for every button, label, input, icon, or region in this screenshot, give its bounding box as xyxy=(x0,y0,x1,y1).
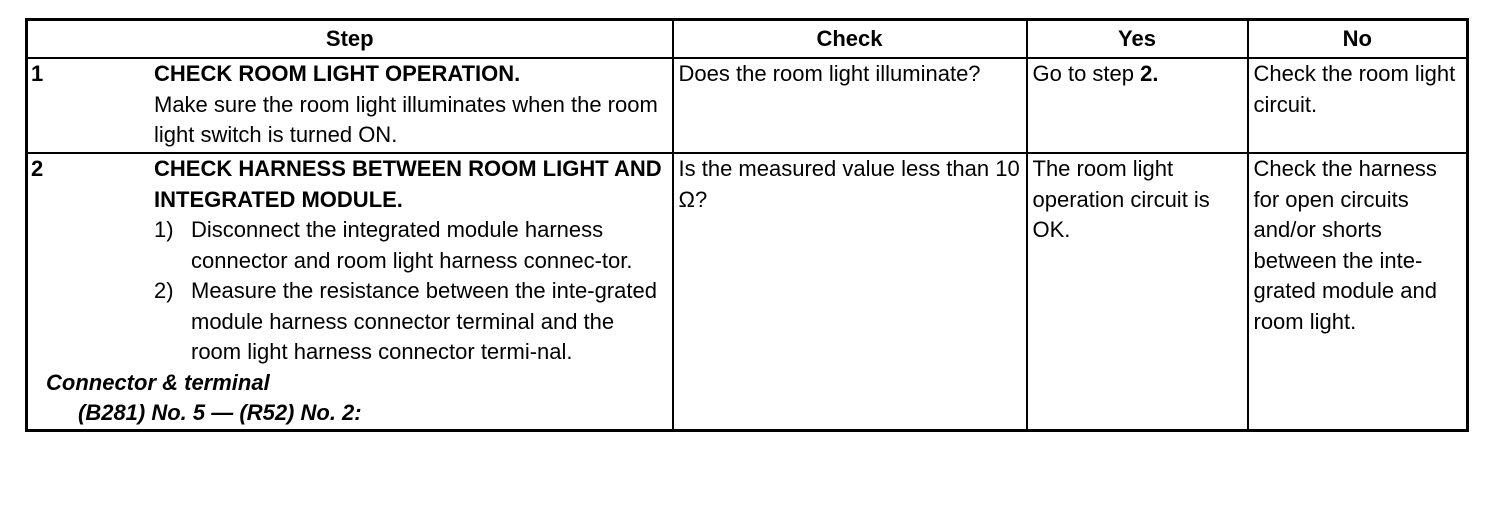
header-check: Check xyxy=(673,20,1027,59)
substep-index: 1) xyxy=(154,217,174,242)
substep-index: 2) xyxy=(154,278,174,303)
table-row-step-2 xyxy=(27,153,1468,430)
step-title: CHECK HARNESS BETWEEN ROOM LIGHT AND INTEGRATED MODULE. xyxy=(154,156,662,212)
substep-1 xyxy=(154,215,668,276)
no-cell: Check the room light circuit. xyxy=(1248,58,1468,153)
step-number: 1 xyxy=(31,61,44,86)
substep-2 xyxy=(154,276,668,368)
step-title: CHECK ROOM LIGHT OPERATION. xyxy=(154,61,521,86)
no-cell: Check the harness for open circuits and/or shorts between the inte-grated module and room light. xyxy=(1248,153,1468,430)
substep-text: Disconnect the integrated module harness connector and room light harness connec-tor. xyxy=(191,217,633,273)
diagnosis-table xyxy=(25,18,1469,432)
check-cell: Is the measured value less than 10 Ω? xyxy=(673,153,1027,430)
header-row xyxy=(27,20,1468,59)
header-no: No xyxy=(1248,20,1468,59)
connector-label: Connector & terminal xyxy=(46,369,270,395)
table-row-step-1 xyxy=(27,58,1468,153)
header-yes: Yes xyxy=(1027,20,1248,59)
step-cell xyxy=(27,58,673,153)
yes-step-ref: 2. xyxy=(1140,61,1159,86)
step-description: Make sure the room light illuminates when the room light switch is turned ON. xyxy=(154,91,658,147)
connector-value: (B281) No. 5 — (R52) No. 2: xyxy=(78,400,362,425)
header-step: Step xyxy=(27,20,673,59)
check-cell: Does the room light illuminate? xyxy=(673,58,1027,153)
yes-cell xyxy=(1027,58,1248,153)
substep-text: Measure the resistance between the inte-grated module harness connector terminal and the room light harness connector termi-nal. xyxy=(191,278,657,364)
step-number: 2 xyxy=(31,156,44,181)
yes-text: Go to step xyxy=(1032,61,1141,86)
yes-cell: The room light operation circuit is OK. xyxy=(1027,153,1248,430)
step-cell xyxy=(27,153,673,430)
